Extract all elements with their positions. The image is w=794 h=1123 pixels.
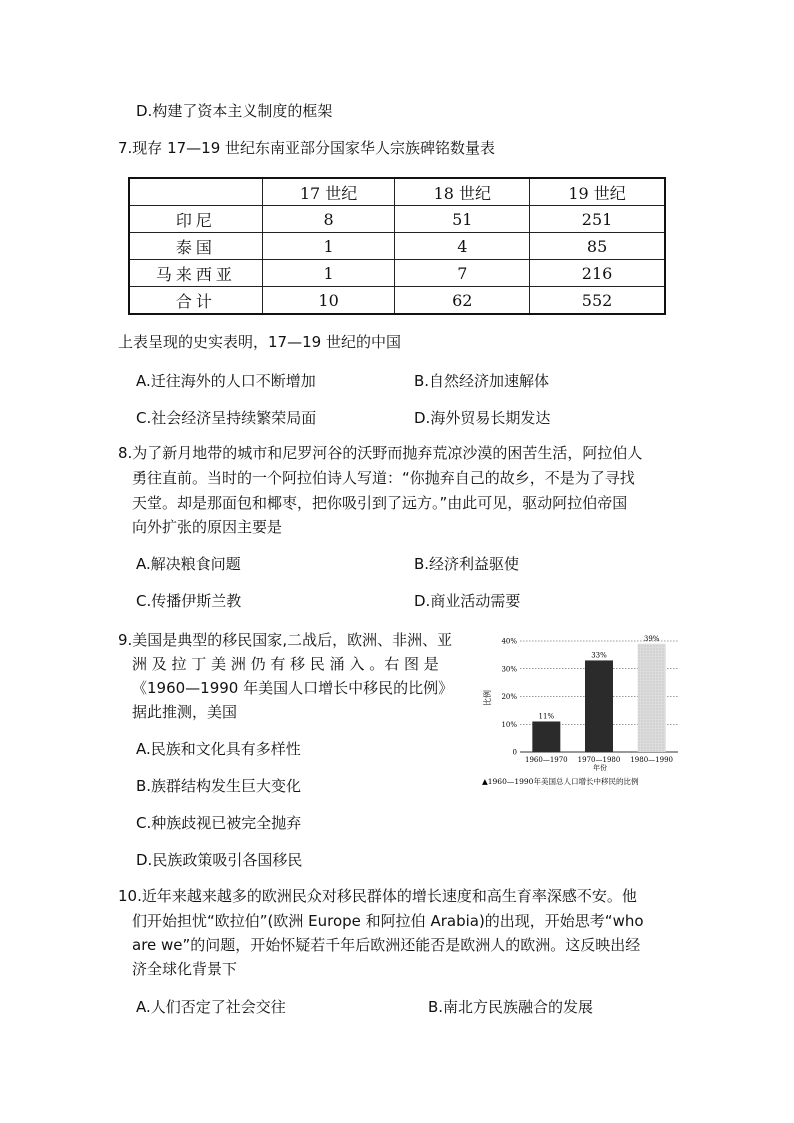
table-cell: 4 [395, 233, 530, 260]
q10-line: 们开始担忧“欧拉伯”(欧洲 Europe 和阿拉伯 Arabia)的出现，开始思考“who [132, 912, 644, 930]
table-cell: 7 [395, 260, 530, 287]
q8-line: 8.为了新月地带的城市和尼罗河谷的沃野而抛弃荒凉沙漠的困苦生活，阿拉伯人 [118, 444, 643, 462]
table-header-row [129, 178, 665, 206]
chart-ytick-label: 0 [512, 748, 517, 757]
q7-option-d: D.海外贸易长期发达 [414, 409, 551, 427]
q8-option-b: B.经济利益驱使 [414, 555, 520, 573]
table-cell: 合计 [129, 287, 262, 315]
chart-ytick-label: 40% [501, 637, 517, 646]
chart-xtick-label: 1960—1970 [525, 756, 568, 764]
chart-bar [585, 660, 613, 752]
table-cell: 62 [395, 287, 530, 315]
q7-question: 上表呈现的史实表明，17—19 世纪的中国 [118, 333, 401, 351]
table-cell: 8 [262, 206, 395, 233]
table-cell: 216 [530, 260, 665, 287]
chart-caption: ▲1960—1990年美国总人口增长中移民的比例 [482, 777, 639, 786]
table-cell: 85 [530, 233, 665, 260]
chart-xtick-label: 1980—1990 [630, 756, 673, 764]
table-cell: 251 [530, 206, 665, 233]
chart-bar [532, 721, 560, 752]
table-header-cell: 19 世纪 [530, 178, 665, 206]
chart-ytick-label: 20% [501, 693, 517, 701]
chart-data-label: 39% [643, 634, 660, 643]
table-cell: 马来西亚 [129, 260, 262, 287]
chart-ytick-label: 30% [501, 665, 517, 674]
table-cell: 10 [262, 287, 395, 315]
q10-option-a: A.人们否定了社会交往 [136, 998, 286, 1016]
table-cell: 印尼 [129, 206, 262, 233]
q10-line: 济全球化背景下 [132, 960, 238, 978]
chart-svg [482, 630, 680, 790]
q7-stem: 7.现存 17—19 世纪东南亚部分国家华人宗族碑铭数量表 [118, 139, 496, 157]
q10-line: are we”的问题，开始怀疑若千年后欧洲还能否是欧洲人的欧洲。这反映出经 [132, 936, 641, 954]
table-row [129, 260, 665, 287]
q8-option-a: A.解决粮食问题 [136, 555, 241, 573]
q9-line: 据此推测，美国 [132, 703, 238, 721]
table-row [129, 233, 665, 260]
q8-option-c: C.传播伊斯兰教 [136, 592, 242, 610]
q7-option-c: C.社会经济呈持续繁荣局面 [136, 409, 317, 427]
table-row [129, 287, 665, 315]
chart-xlabel: 年份 [593, 764, 607, 772]
q7-option-a: A.迁往海外的人口不断增加 [136, 372, 316, 390]
chart-ylabel: 比例 [483, 690, 492, 706]
q8-line: 向外扩张的原因主要是 [132, 518, 283, 536]
q10-line: 10.近年来越来越多的欧洲民众对移民群体的增长速度和高生育率深感不安。他 [118, 887, 637, 905]
q7-table [128, 177, 666, 315]
table-header-cell: 18 世纪 [395, 178, 530, 206]
q9-option-a: A.民族和文化具有多样性 [136, 740, 301, 758]
table-cell: 552 [530, 287, 665, 315]
table-header-cell: 17 世纪 [262, 178, 395, 206]
chart-bar [638, 644, 666, 752]
q9-option-c: C.种族歧视已被完全抛弃 [136, 814, 302, 832]
q9-line: 《1960—1990 年美国人口增长中移民的比例》 [132, 679, 454, 697]
q7-option-b: B.自然经济加速解体 [414, 372, 550, 390]
q9-line: 9.美国是典型的移民国家,二战后，欧洲、非洲、亚 [118, 631, 453, 649]
table-cell: 1 [262, 260, 395, 287]
q8-option-d: D.商业活动需要 [414, 592, 521, 610]
q9-option-b: B.族群结构发生巨大变化 [136, 777, 302, 795]
q10-option-b: B.南北方民族融合的发展 [428, 998, 594, 1016]
table-cell: 泰国 [129, 233, 262, 260]
table-header-cell [129, 178, 262, 206]
chart-data-label: 11% [538, 712, 555, 721]
q6-option-d: D.构建了资本主义制度的框架 [136, 102, 333, 120]
chart-xtick-label: 1970—1980 [577, 756, 621, 764]
table-cell: 1 [262, 233, 395, 260]
q9-line: 洲 及 拉 丁 美 洲 仍 有 移 民 涌 入 。右 图 是 [132, 655, 439, 673]
chart-data-label: 33% [591, 651, 607, 660]
q9-option-d: D.民族政策吸引各国移民 [136, 851, 303, 869]
chart-ytick-label: 10% [501, 720, 517, 729]
table-cell: 51 [395, 206, 530, 233]
q8-line: 勇往直前。当时的一个阿拉伯诗人写道：“你抛弃自己的故乡，不是为了寻找 [132, 469, 635, 487]
immigration-bar-chart [482, 630, 680, 790]
table-row [129, 206, 665, 233]
q8-line: 天堂。却是那面包和椰枣，把你吸引到了远方。”由此可见，驱动阿拉伯帝国 [132, 494, 628, 512]
